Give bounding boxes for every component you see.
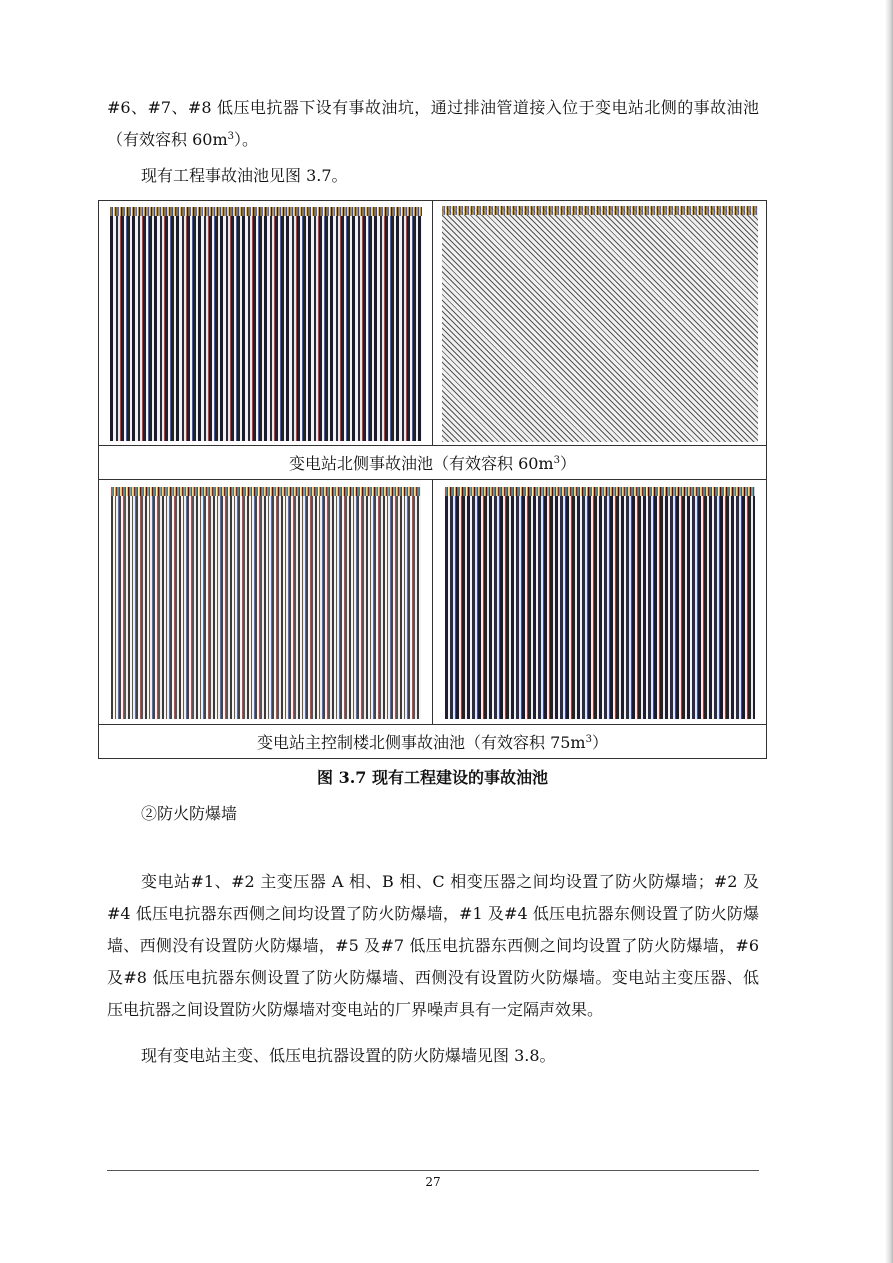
page-edge-shadow [885, 0, 893, 1263]
body-paragraph-3: 变电站#1、#2 主变压器 A 相、B 相、C 相变压器之间均设置了防火防爆墙；#2 及#4 低压电抗器东西侧之间均设置了防火防爆墙，#1 及#4 低压电抗器东侧设置了防火防爆墙、西侧没有设置防火防爆墙，#5 及#7 低压电抗器东西侧之间均设置了防火防爆墙，#6 及#8 低压电抗器东侧设置了防火防爆墙、西侧没有设置防火防爆墙。变电站主变压器、低压电抗器之间设置防火防爆墙对变电站的厂界噪声具有一定隔声效果。 [107, 872, 759, 1019]
photo-cell-control-building-2 [433, 480, 767, 725]
photo-north-oil-pool-1 [110, 207, 422, 441]
photo-control-building-oil-pool-2 [445, 487, 755, 719]
row2-caption: 变电站主控制楼北侧事故油池（有效容积 $75m^3$） [99, 725, 767, 759]
photo-cell-control-building-1 [99, 480, 433, 725]
row1-caption: 变电站北侧事故油池（有效容积 $60m^3$） [99, 446, 767, 480]
body-paragraph-2: 现有工程事故油池见图 3.7。 [141, 166, 348, 185]
body-paragraph-1: #6、#7、#8 低压电抗器下设有事故油坑，通过排油管道接入位于变电站北侧的事故油池（有效容积 $60m^3$）。 [107, 98, 759, 149]
photo-cell-north-pool-2 [433, 201, 767, 446]
photo-control-building-oil-pool-1 [111, 487, 421, 719]
photo-north-oil-pool-2 [442, 206, 758, 442]
photo-cell-north-pool-1 [99, 201, 433, 446]
figure-table [98, 200, 767, 759]
section-heading-fire-wall: ②防火防爆墙 [141, 804, 238, 823]
page-number: 27 [425, 1175, 441, 1189]
figure-caption: 图 3.7 现有工程建设的事故油池 [317, 768, 548, 787]
body-paragraph-4: 现有变电站主变、低压电抗器设置的防火防爆墙见图 3.8。 [141, 1046, 556, 1065]
footer-rule [107, 1170, 759, 1171]
